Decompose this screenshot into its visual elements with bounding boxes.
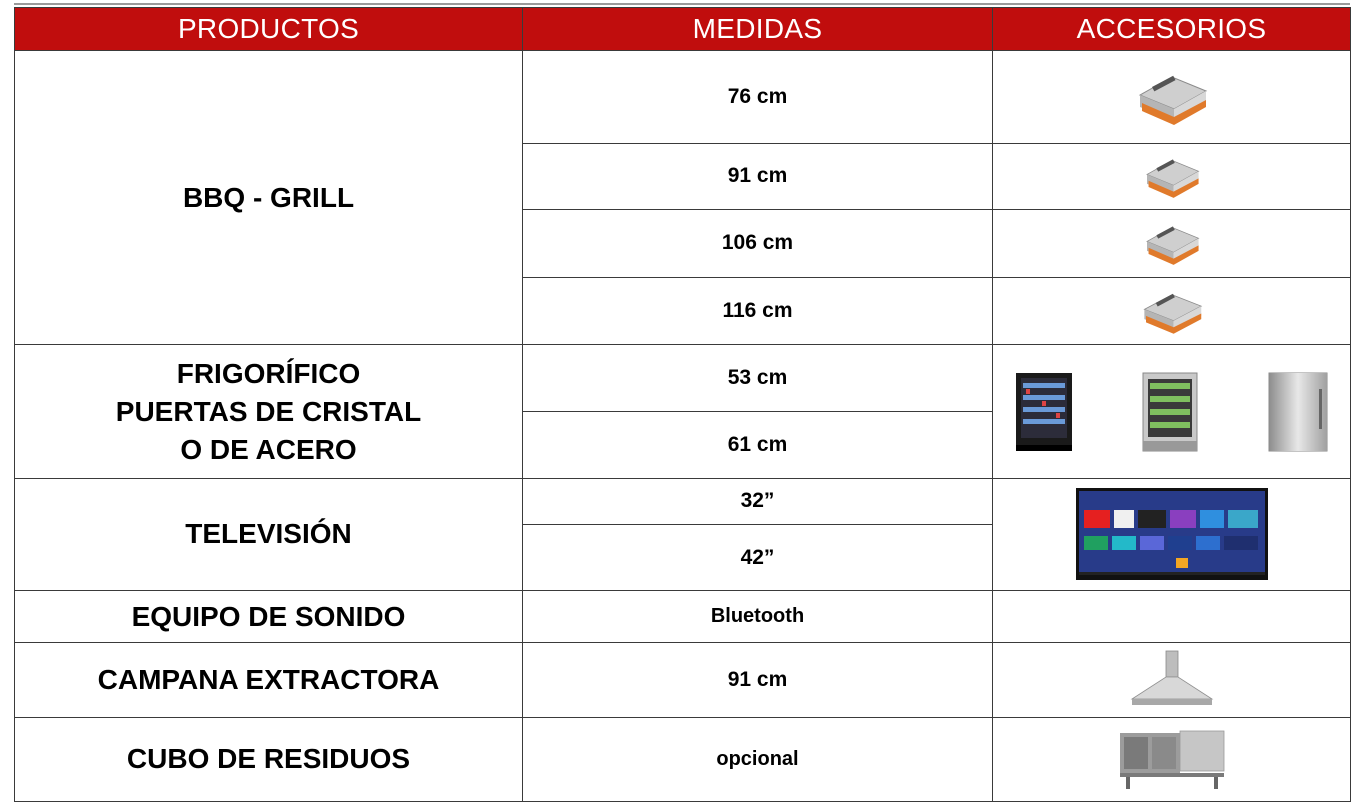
size-cell: 42” bbox=[523, 524, 993, 590]
steel-glass-fridge-image bbox=[1139, 369, 1201, 455]
product-tv: TELEVISIÓN bbox=[15, 478, 523, 590]
table-row bbox=[15, 643, 1351, 717]
accessory-cell bbox=[993, 717, 1351, 801]
table-row bbox=[15, 345, 1351, 411]
size-cell: 91 cm bbox=[523, 143, 993, 209]
product-fridge-line-2: PUERTAS DE CRISTAL bbox=[115, 395, 422, 427]
product-fridge bbox=[15, 345, 523, 479]
size-cell: 106 cm bbox=[523, 209, 993, 277]
steel-door-fridge-image bbox=[1265, 369, 1331, 455]
size-cell: 91 cm bbox=[523, 643, 993, 717]
size-cell: 32” bbox=[523, 478, 993, 524]
accessory-cell bbox=[993, 478, 1351, 590]
table-row bbox=[15, 717, 1351, 801]
product-table bbox=[14, 7, 1351, 802]
product-bbq-grill: BBQ - GRILL bbox=[15, 51, 523, 345]
accessory-cell bbox=[993, 143, 1351, 209]
product-bin: CUBO DE RESIDUOS bbox=[15, 717, 523, 801]
waste-bin-image bbox=[1116, 727, 1228, 791]
bbq-grill-image bbox=[1137, 218, 1207, 268]
product-fridge-line-1: FRIGORÍFICO bbox=[176, 357, 361, 389]
top-rule bbox=[14, 3, 1350, 5]
size-cell: opcional bbox=[523, 717, 993, 801]
black-glass-fridge-image bbox=[1012, 369, 1076, 455]
accessory-cell-empty bbox=[993, 591, 1351, 643]
size-cell: 61 cm bbox=[523, 411, 993, 478]
accessory-cell bbox=[993, 51, 1351, 143]
product-fridge-line-3: O DE ACERO bbox=[180, 433, 357, 465]
product-sound: EQUIPO DE SONIDO bbox=[15, 591, 523, 643]
header-accesorios: ACCESORIOS bbox=[993, 8, 1351, 51]
accessory-cell bbox=[993, 278, 1351, 345]
header-medidas: MEDIDAS bbox=[523, 8, 993, 51]
smart-tv-image bbox=[1076, 488, 1268, 580]
header-productos: PRODUCTOS bbox=[15, 8, 523, 51]
accessory-cell bbox=[993, 643, 1351, 717]
size-cell: Bluetooth bbox=[523, 591, 993, 643]
accessory-cell bbox=[993, 345, 1351, 479]
table-row bbox=[15, 591, 1351, 643]
accessory-cell bbox=[993, 209, 1351, 277]
bbq-grill-image bbox=[1134, 285, 1210, 337]
size-cell: 76 cm bbox=[523, 51, 993, 143]
extractor-hood-image bbox=[1126, 649, 1218, 711]
bbq-grill-image bbox=[1137, 151, 1207, 201]
bbq-grill-image bbox=[1132, 65, 1212, 129]
size-cell: 116 cm bbox=[523, 278, 993, 345]
table-row bbox=[15, 51, 1351, 143]
product-hood: CAMPANA EXTRACTORA bbox=[15, 643, 523, 717]
table-row bbox=[15, 478, 1351, 524]
size-cell: 53 cm bbox=[523, 345, 993, 411]
header-row bbox=[15, 8, 1351, 51]
